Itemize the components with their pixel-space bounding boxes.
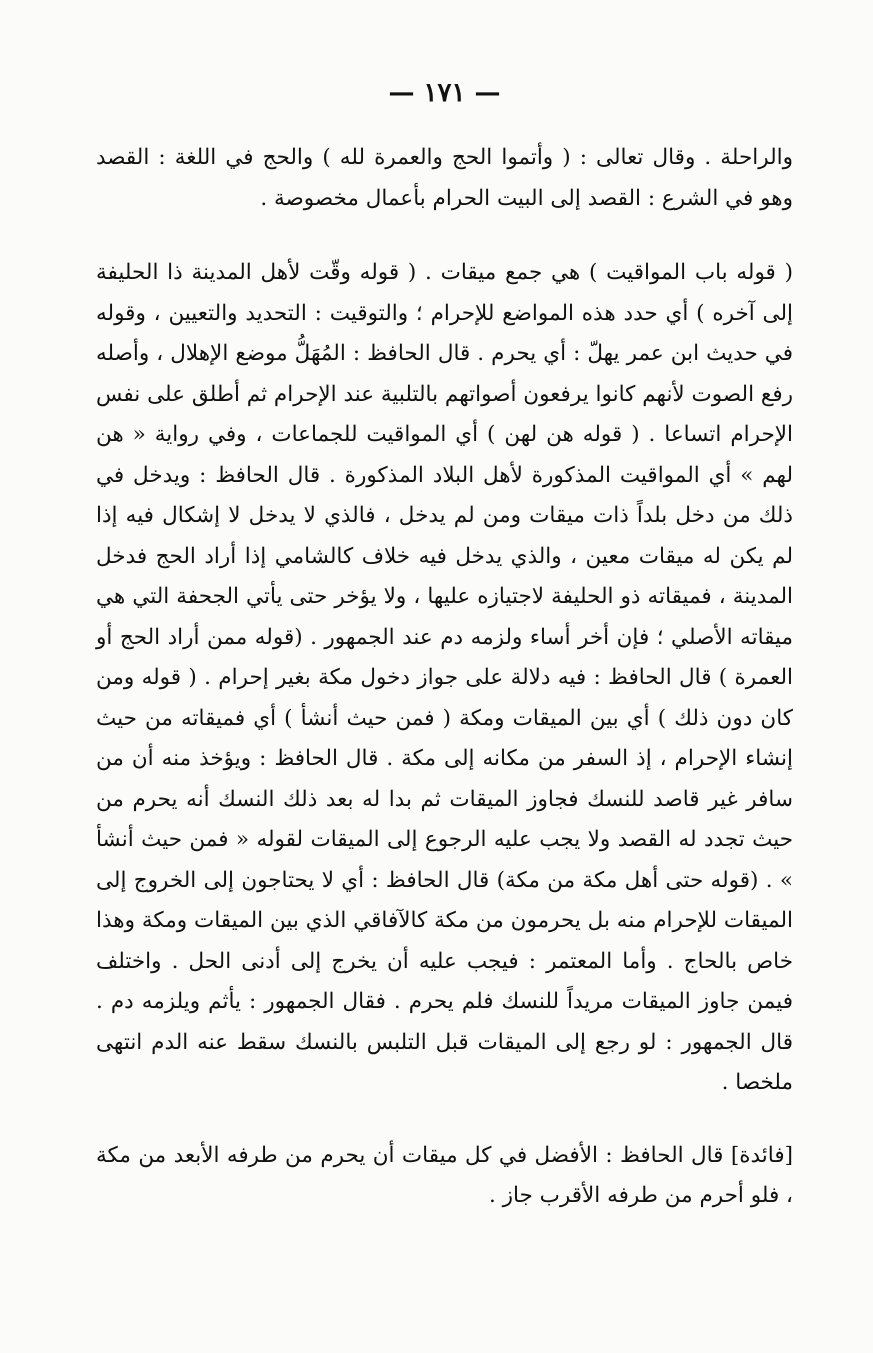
page-number: — ١٧١ — — [388, 78, 501, 108]
paragraph-hajj-definition: والراحلة . وقال تعالى : ( وأتموا الحج والعمرة لله ) والحج في اللغة : القصد وهو في الشرع : القصد إلى البيت الحرام بأعمال مخصوصة . — [96, 145, 793, 211]
paragraph-faida-note: [فائدة] قال الحافظ : الأفضل في كل ميقات أن يحرم من طرفه الأبعد من مكة ، فلو أحرم من طرفه الأقرب جاز . — [96, 1142, 793, 1208]
paragraph-mawaqit: ( قوله باب المواقيت ) هي جمع ميقات . ( قوله وقّت لأهل المدينة ذا الحليفة إلى آخره ) أي حدد هذه المواضع للإحرام ؛ والتوقيت : التحديد والتعيين ، وقوله في حديث ابن عمر يهلّ : أي يحرم . قال الحافظ : المُهَلُّ موضع الإهلال ، وأصله رفع الصوت لأنهم كانوا يرفعون أصواتهم بالتلبية عند الإحرام ثم أطلق على نفس الإحرام اتساعا . ( قوله هن لهن ) أي المواقيت للجماعات ، وفي رواية « هن لهم » أي المواقيت المذكورة لأهل البلاد المذكورة . قال الحافظ : ويدخل في ذلك من دخل بلداً ذات ميقات ومن لم يدخل ، فالذي لا يدخل لا إشكال فيه إذا لم يكن له ميقات معين ، والذي يدخل فيه خلاف كالشامي إذا أراد الحج فدخل المدينة ، فميقاته ذو الحليفة لاجتيازه عليها ، ولا يؤخر حتى يأتي الجحفة التي هي ميقاته الأصلي ؛ فإن أخر أساء ولزمه دم عند الجمهور . (قوله ممن أراد الحج أو العمرة ) قال الحافظ : فيه دلالة على جواز دخول مكة بغير إحرام . ( قوله ومن كان دون ذلك ) أي بين الميقات ومكة ( فمن حيث أنشأ ) أي فميقاته من حيث إنشاء الإحرام ، إذ السفر من مكانه إلى مكة . قال الحافظ : ويؤخذ منه أن من سافر غير قاصد للنسك فجاوز الميقات ثم بدا له بعد ذلك النسك أنه يحرم من حيث تجدد له القصد ولا يجب عليه الرجوع إلى الميقات لقوله « فمن حيث أنشأ » . (قوله حتى أهل مكة من مكة) قال الحافظ : أي لا يحتاجون إلى الخروج إلى الميقات للإحرام منه بل يحرمون من مكة كالآفاقي الذي بين الميقات ومكة وهذا خاص بالحاج . وأما المعتمر : فيجب عليه أن يخرج إلى أدنى الحل . واختلف فيمن جاوز الميقات مريداً للنسك فلم يحرم . فقال الجمهور : يأثم ويلزمه دم . قال الجمهور : لو رجع إلى الميقات قبل التلبس بالنسك سقط عنه الدم انتهى ملخصا . — [96, 260, 793, 1095]
